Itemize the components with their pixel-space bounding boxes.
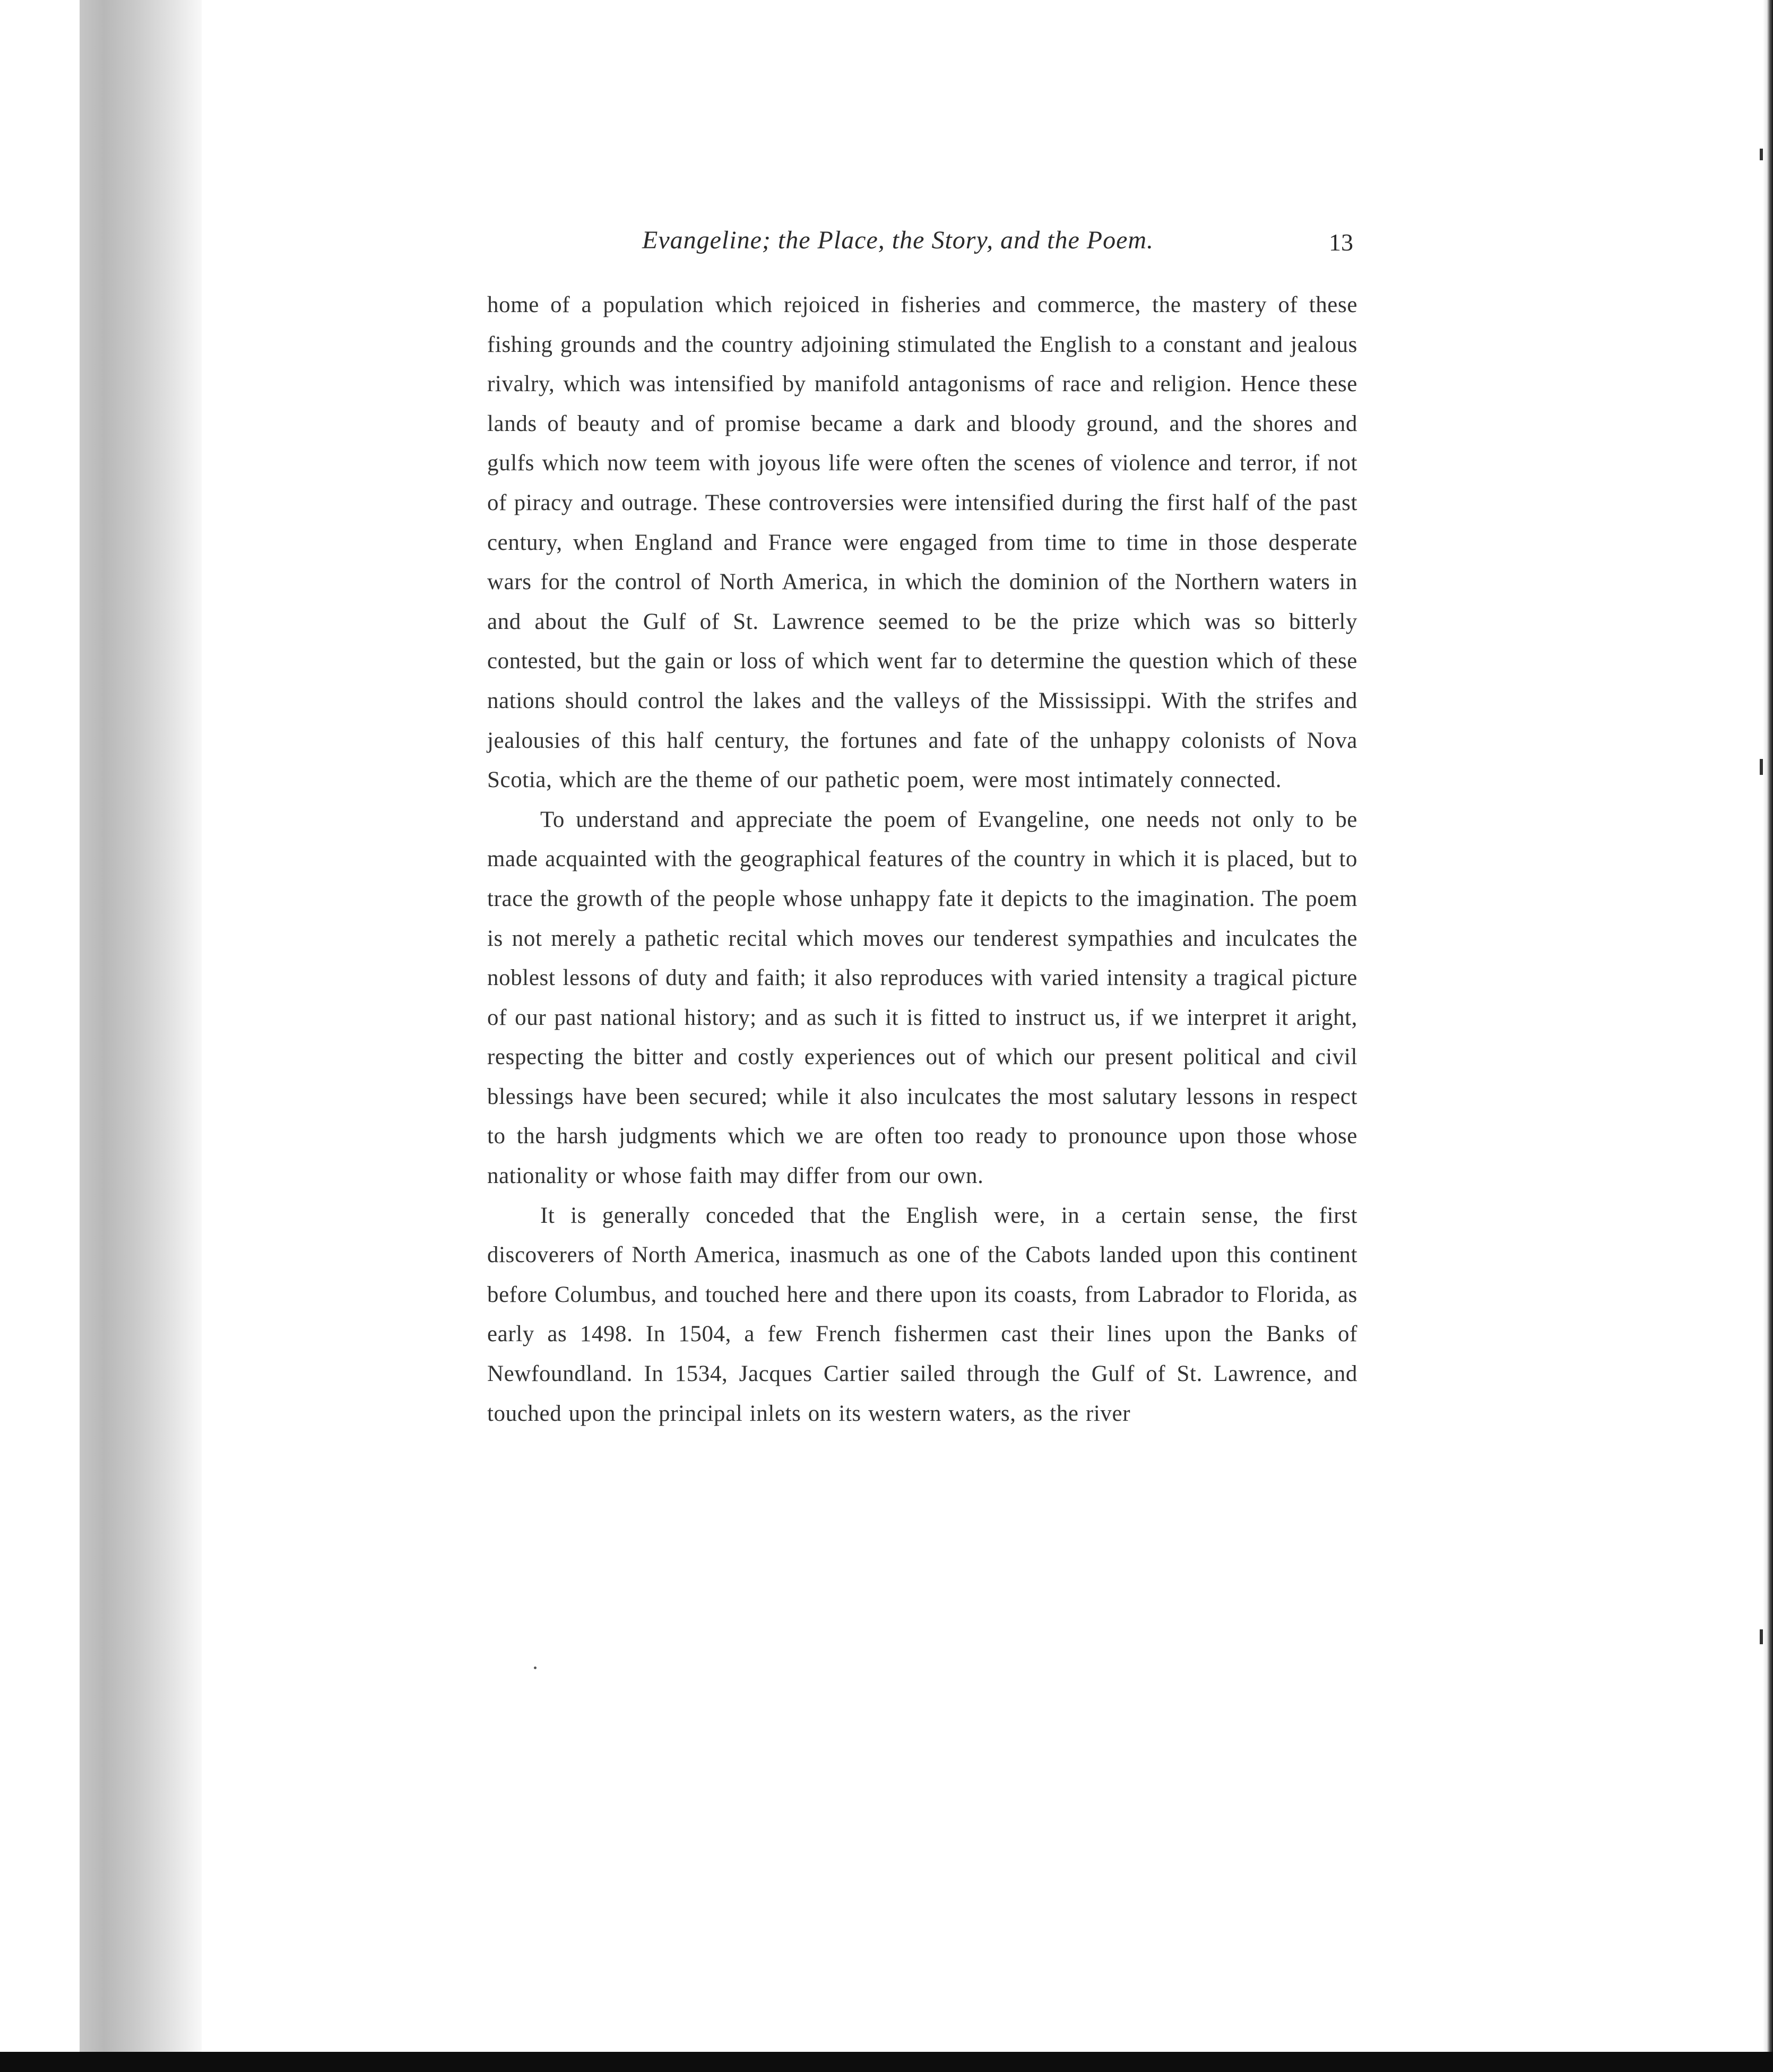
scan-border-right: [1763, 0, 1773, 2072]
body-text: [487, 286, 1357, 1434]
paragraph-3: It is generally conceded that the English were, in a certain sense, the first discoverers of North America, inasmuch as one of the Cabots landed upon this continent before Columbus, and touched here and there upon its coasts, from Labrador to Florida, as early as 1498. In 1504, a few French fishermen cast their lines upon the Banks of Newfoundland. In 1534, Jacques Cartier sailed through the Gulf of St. Lawrence, and touched upon the principal inlets on its western waters, as the river: [487, 1203, 1357, 1426]
scan-border-bottom: [0, 2052, 1773, 2072]
page-number: 13: [1329, 229, 1353, 256]
scan-edge-mark: [1760, 149, 1763, 160]
scan-edge-mark: [1760, 759, 1763, 775]
ink-speck: [534, 1667, 537, 1669]
scan-edge-mark: [1760, 1629, 1763, 1644]
running-head: Evangeline; the Place, the Story, and the Poem.: [642, 226, 1154, 254]
paragraph-1: home of a population which rejoiced in fisheries and commerce, the mastery of these fishing grounds and the country adjoining stimulated the English to a constant and jealous rivalry, which was intensified by manifold antagonisms of race and religion. Hence these lands of beauty and of promise became a dark and bloody ground, and the shores and gulfs which now teem with joyous life were often the scenes of violence and terror, if not of piracy and outrage. These controversies were intensified during the first half of the past century, when England and France were engaged from time to time in those desperate wars for the control of North America, in which the dominion of the Northern waters in and about the Gulf of St. Lawrence seemed to be the prize which was so bitterly contested, but the gain or loss of which went far to determine the question which of these nations should control the lakes and the valleys of the Mississippi. With the strifes and jealousies of this half century, the fortunes and fate of the unhappy colonists of Nova Scotia, which are the theme of our pathetic poem, were most intimately connected.: [487, 292, 1357, 793]
scan-gutter-shadow: [80, 0, 202, 2052]
paragraph-2: To understand and appreciate the poem of Evangeline, one needs not only to be made acquainted with the geographical features of the country in which it is placed, but to trace the growth of the people whose unhappy fate it depicts to the imagination. The poem is not merely a pathetic recital which moves our tenderest sympathies and inculcates the noblest lessons of duty and faith; it also reproduces with varied intensity a tragical picture of our past national history; and as such it is fitted to instruct us, if we interpret it aright, respecting the bitter and costly experiences out of which our present political and civil blessings have been secured; while it also inculcates the most salutary lessons in respect to the harsh judgments which we are often too ready to pronounce upon those whose nationality or whose faith may differ from our own.: [487, 807, 1357, 1189]
